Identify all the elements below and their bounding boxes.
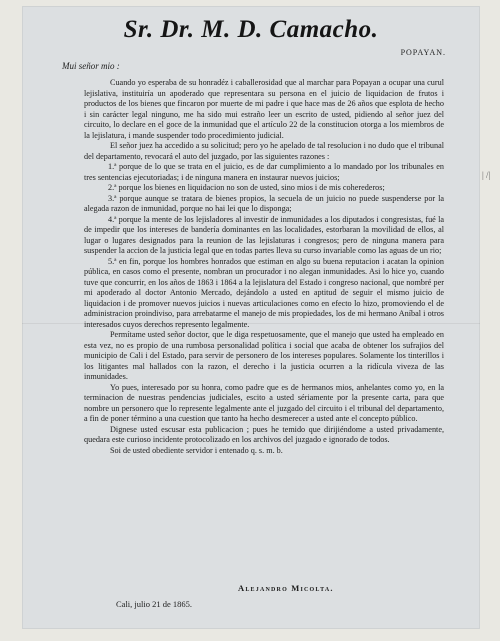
reason-item: 1.ª porque de lo que se trata en el juicio, es de dar cumplimiento a lo mandado por los tribunales en tres sentencias ejecutoriadas; i de ninguna manera en instaurar nuevos juicios; bbox=[84, 162, 444, 182]
margin-mark: | /| bbox=[482, 170, 491, 180]
signature: Alejandro Micolta. bbox=[238, 583, 334, 593]
paragraph: El señor juez ha accedido a su solicitud; pero yo he apelado de tal resolucion i no dudo que el tribunal del departamento, revocará el auto del juzgado, por las siguientes razones : bbox=[84, 141, 444, 161]
paragraph: Dignese usted escusar esta publicacion ; pues he temido que dirijiéndome a usted privadamente, quedara este curioso incidente protocolizado en los archivos del juzgado e ignorado de todos. bbox=[84, 424, 444, 444]
letter-sheet bbox=[22, 6, 480, 629]
fold-line bbox=[22, 323, 480, 324]
paragraph: Permítame usted señor doctor, que le diga respetuosamente, que el manejo que usted ha empleado en esta vez, no es propio de una rumbosa personalidad política i social que acaba de obtener los sufrajios del municipio de Cali i del Estado, para servir de personero de los intereses populares. Solamente los tinterillos i los litigantes mal hallados con la razon, el derecho i la justicia ocurren a la ridícula viveza de las inmunidades. bbox=[84, 330, 444, 381]
reason-item: 5.ª en fin, porque los hombres honrados que estiman en algo su buena reputacion i acatan la opinion pública, en casos como el presente, nombran un procurador i no alegan inmunidades. Asi lo hice yo, cuando tuve que concurrir, en los años de 1863 i 1864 a la lejislatura del Estado i congreso nacional, que nombré per mi apoderado al doctor Antonio Mercado, dejándolo a usted en aptitud de seguir el mismo juicio de liquidacion i de promover nuevos juicios i nuevas articulaciones como en efecto lo hizo, promoviendo el de administracion proindiviso, para arrebatarme el manejo de mis propiedades, los de mi hermano Aníbal i otros interesados cuyos derechos represento legalmente. bbox=[84, 256, 444, 329]
letter-body bbox=[84, 78, 444, 456]
place-name: POPAYAN. bbox=[400, 48, 446, 57]
reason-item: 4.ª porque la mente de los lejisladores al investir de inmunidades a los diputados i congresistas, fué la de impedir que los intereses de bandería dominantes en las localidades, estorbaran la movilidad de ellos, al lugar o lugares designados para la reunion de las lejislaturas i congresos; pero de ninguna manera para suspender la accion de la justicia legal que en todas partes lleva su curso invariable como las aguas de un rio; bbox=[84, 214, 444, 255]
page-title: Sr. Dr. M. D. Camacho. bbox=[123, 16, 379, 43]
reason-item: 2.ª porque los bienes en liquidacion no son de usted, sino mios i de mis coherederos; bbox=[108, 183, 385, 192]
date-line: Cali, julio 21 de 1865. bbox=[116, 599, 193, 609]
salutation: Mui señor mio : bbox=[62, 61, 120, 71]
paragraph: Soi de usted obediente servidor i entenado q. s. m. b. bbox=[110, 445, 283, 455]
reason-item: 3.ª porque aunque se tratara de bienes propios, la secuela de un juicio no puede suspenderse por la alegada razon de inmunidad, porque no hai lei que lo disponga; bbox=[84, 193, 444, 213]
paragraph: Cuando yo esperaba de su honradéz i caballerosidad que al marchar para Popayan a ocupar una curul lejislativa, instituiría un apoderado que representara su persona en el juicio de liquidacion de frutos i productos de los bienes que fincaron por muerte de mi padre i que hace mas de 26 años que esplota de hecho i sin carácter legal ninguno, me ha sido mui estraño leer un escrito de usted, pidiendo al señor juez del circuito, lo declare en el goce de la inmunidad que el artículo 22 de la constitucion otorga a los miembros de la lejislatura, i mande suspender todo procedimiento judicial. bbox=[84, 78, 444, 140]
paragraph: Yo pues, interesado por su honra, como padre que es de hermanos mios, anhelantes como yo, en la terminacion de nuestras pendencias judiciales, escito a usted sériamente por la presente carta, para que nombre un personero que lo represente legalmente ante el juzgado del circuito i el tribunal del departamento, a fin de poner término a una cuestion que tanto ha hecho desmerecer a usted ante el concepto público. bbox=[84, 382, 444, 423]
